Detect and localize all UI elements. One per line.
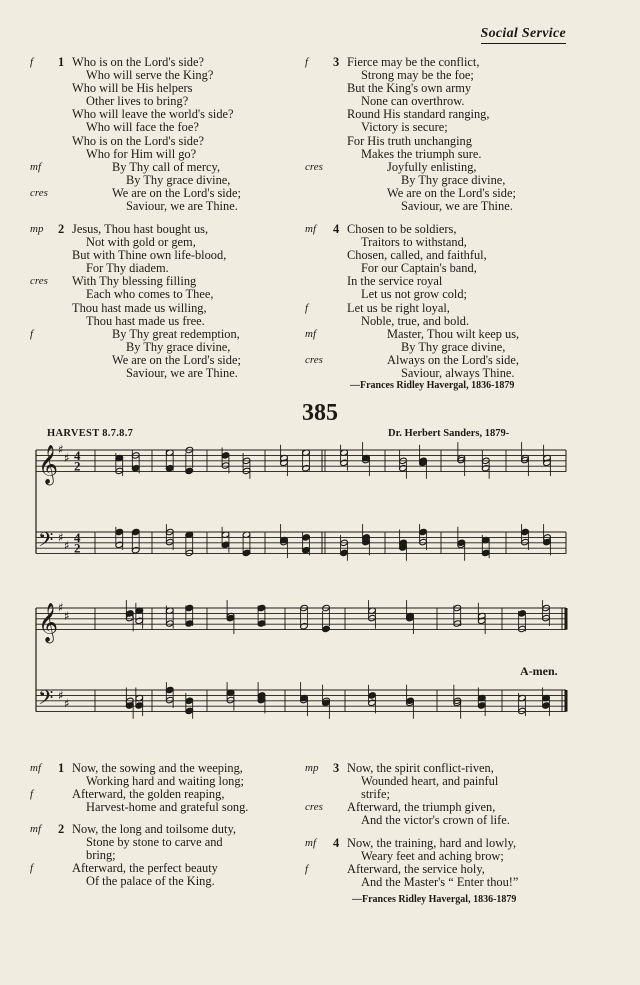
verse-text: strife;: [361, 787, 390, 802]
verse-text: Other lives to bring?: [86, 94, 189, 109]
verse-text: Each who comes to Thee,: [86, 287, 214, 302]
verse-number: 4: [333, 222, 340, 236]
verse-text: Jesus, Thou hast bought us,: [72, 222, 209, 236]
verse-text: Who will be His helpers: [72, 81, 193, 96]
verse-text: Wounded heart, and painful: [361, 774, 499, 789]
verse-text: Now, the long and toilsome duty,: [72, 822, 236, 836]
sharp-sign: ♯: [64, 609, 70, 624]
verse-text: Thou hast made us willing,: [72, 300, 207, 315]
verse-text: Victory is secure;: [361, 120, 448, 135]
verse-number: 1: [58, 761, 65, 775]
verse-line: [305, 876, 605, 889]
dynamic-marking: cres: [30, 275, 48, 288]
verse-text: Traitors to withstand,: [361, 235, 467, 250]
hymn-384-verse-4: [305, 223, 605, 380]
dynamic-marking: cres: [30, 186, 48, 199]
verse-number: 2: [58, 222, 65, 236]
verse-text: Thou hast made us free.: [86, 313, 205, 328]
bass-clef-icon: 𝄢: [38, 686, 54, 715]
verse-text: Afterward, the service holy,: [347, 862, 485, 877]
verse-text: For His truth unchanging: [347, 133, 472, 148]
dynamic-marking: mf: [30, 823, 41, 835]
verse-line: [305, 121, 605, 134]
verse-text: Joyfully enlisting,: [387, 159, 477, 174]
verse-text: We are on the Lord's side;: [112, 352, 241, 367]
verse-text: By Thy grace divine,: [401, 339, 506, 354]
verse-text: And the victor's crown of life.: [361, 813, 510, 828]
amen-text: A-men.: [520, 664, 558, 678]
sharp-sign: ♯: [58, 600, 64, 615]
dynamic-marking: mp: [30, 223, 44, 235]
verse-line: [305, 315, 605, 328]
hymn-384-attribution: —Frances Ridley Havergal, 1836-1879: [350, 380, 515, 391]
dynamic-marking: mp: [305, 762, 319, 774]
verse-line: [30, 341, 300, 354]
dynamic-marking: f: [30, 788, 34, 801]
dynamic-marking: f: [305, 301, 309, 314]
verse-text: Stone by stone to carve and: [86, 835, 223, 850]
verse-text: Weary feet and aching brow;: [361, 849, 504, 864]
verse-text: bring;: [86, 848, 116, 863]
sharp-sign: ♯: [64, 451, 70, 466]
time-signature: 4: [74, 529, 81, 545]
verse-text: Harvest-home and grateful song.: [86, 800, 249, 815]
dynamic-marking: cres: [305, 160, 323, 173]
time-signature: 4: [74, 447, 81, 463]
hymn-385-attribution: —Frances Ridley Havergal, 1836-1879: [352, 894, 517, 905]
verse-number: 1: [58, 55, 65, 69]
dynamic-marking: mf: [305, 327, 316, 340]
verse-line: [30, 161, 300, 174]
verse-line: [30, 148, 300, 161]
hymn-384-verse-2: [30, 223, 300, 380]
verse-text: Who is on the Lord's side?: [72, 133, 204, 148]
verse-text: But with Thine own life-blood,: [72, 248, 227, 263]
verse-text: By Thy grace divine,: [401, 172, 506, 187]
verse-text: Saviour, we are Thine.: [401, 199, 513, 214]
time-signature: 2: [74, 458, 81, 474]
verse-line: [30, 288, 300, 301]
verse-text: For Thy diadem.: [86, 261, 169, 276]
verse-line: [30, 328, 300, 341]
dynamic-marking: mf: [305, 223, 316, 235]
page-header: Social Service: [481, 26, 566, 44]
verse-text: Always on the Lord's side,: [387, 352, 519, 367]
verse-line: [305, 341, 605, 354]
verse-text: For our Captain's band,: [361, 261, 477, 276]
verse-line: [305, 148, 605, 161]
verse-number: 4: [333, 836, 340, 850]
dynamic-marking: f: [30, 56, 34, 68]
treble-clef-icon: 𝄞: [38, 602, 59, 643]
dynamic-marking: f: [30, 862, 34, 875]
verse-text: We are on the Lord's side;: [112, 185, 241, 200]
verse-line: [305, 161, 605, 174]
dynamic-marking: mf: [305, 837, 316, 849]
hymn-385-verse-4: [305, 837, 605, 889]
verse-text: Afterward, the perfect beauty: [72, 861, 218, 876]
verse-text: Let us be right loyal,: [347, 300, 450, 315]
verse-line: [305, 302, 605, 315]
verse-text: Saviour, we are Thine.: [126, 199, 238, 214]
hymn-number: 385: [302, 400, 338, 426]
dynamic-marking: f: [305, 56, 309, 68]
treble-clef-icon: 𝄞: [38, 444, 59, 485]
verse-text: Chosen to be soldiers,: [347, 222, 457, 236]
verse-line: [30, 302, 300, 315]
verse-text: None can overthrow.: [361, 94, 465, 109]
verse-text: By Thy call of mercy,: [112, 159, 221, 174]
verse-text: Now, the spirit conflict-riven,: [347, 761, 494, 775]
verse-number: 3: [333, 761, 340, 775]
verse-text: Working hard and waiting long;: [86, 774, 244, 789]
sharp-sign: ♯: [64, 538, 70, 553]
verse-text: Who for Him will go?: [86, 146, 197, 161]
sharp-sign: ♯: [58, 530, 64, 545]
sharp-sign: ♯: [58, 442, 64, 457]
sharp-sign: ♯: [64, 696, 70, 711]
verse-number: 3: [333, 55, 340, 69]
verse-line: [30, 875, 310, 888]
verse-text: Saviour, always Thine.: [401, 366, 515, 381]
verse-text: Let us not grow cold;: [361, 287, 467, 302]
verse-line: [30, 836, 310, 849]
verse-text: By Thy great redemption,: [112, 326, 240, 341]
verse-number: 2: [58, 822, 65, 836]
hymn-384-verse-1: [30, 56, 300, 213]
dynamic-marking: mf: [30, 160, 41, 173]
verse-text: With Thy blessing filling: [72, 274, 197, 289]
verse-line: [305, 108, 605, 121]
verse-text: Now, the training, hard and lowly,: [347, 836, 517, 850]
verse-text: Fierce may be the conflict,: [347, 55, 480, 69]
verse-text: Afterward, the triumph given,: [347, 800, 496, 815]
verse-text: Makes the triumph sure.: [361, 146, 482, 161]
verse-text: Noble, true, and bold.: [361, 313, 470, 328]
music-score: [0, 436, 640, 756]
verse-text: Who will serve the King?: [86, 68, 214, 83]
verse-text: Who will face the foe?: [86, 120, 199, 135]
verse-text: In the service royal: [347, 274, 443, 289]
verse-line: [305, 200, 605, 213]
dynamic-marking: f: [30, 327, 34, 340]
hymn-384-verse-3: [305, 56, 605, 213]
verse-text: We are on the Lord's side;: [387, 185, 516, 200]
verse-text: Master, Thou wilt keep us,: [387, 326, 520, 341]
verse-text: But the King's own army: [347, 81, 472, 96]
verse-text: Saviour, we are Thine.: [126, 366, 238, 381]
verse-text: Afterward, the golden reaping,: [72, 787, 225, 802]
verse-text: Round His standard ranging,: [347, 107, 490, 122]
verse-text: And the Master's “ Enter thou!”: [361, 875, 519, 890]
bass-clef-icon: 𝄢: [38, 528, 54, 557]
verse-line: [30, 801, 310, 814]
verse-text: Chosen, called, and faithful,: [347, 248, 487, 263]
verse-line: [30, 315, 300, 328]
verse-line: [305, 328, 605, 341]
verse-text: Strong may be the foe;: [361, 68, 474, 83]
verse-line: [30, 367, 300, 380]
verse-line: [305, 135, 605, 148]
verse-text: Who is on the Lord's side?: [72, 55, 204, 69]
dynamic-marking: mf: [30, 762, 41, 774]
verse-text: By Thy grace divine,: [126, 339, 231, 354]
dynamic-marking: cres: [305, 353, 323, 366]
verse-text: Not with gold or gem,: [86, 235, 196, 250]
verse-line: [30, 121, 300, 134]
verse-line: [30, 174, 300, 187]
verse-text: Of the palace of the King.: [86, 874, 215, 889]
dynamic-marking: cres: [305, 801, 323, 814]
hymn-385-verse-3: [305, 762, 605, 827]
verse-line: [305, 775, 605, 788]
verse-line: [305, 814, 605, 827]
hymn-385-verse-1: [30, 762, 310, 814]
verse-text: Who will leave the world's side?: [72, 107, 234, 122]
verse-line: [305, 288, 605, 301]
tune-name: HARVEST 8.7.8.7: [47, 428, 134, 439]
verse-line: [305, 174, 605, 187]
composer: Dr. Herbert Sanders, 1879-: [388, 428, 510, 439]
hymn-385-verse-2: [30, 823, 310, 888]
dynamic-marking: f: [305, 863, 309, 876]
verse-line: [30, 135, 300, 148]
time-signature: 2: [74, 540, 81, 556]
verse-line: [305, 367, 605, 380]
verse-text: By Thy grace divine,: [126, 172, 231, 187]
verse-text: Now, the sowing and the weeping,: [72, 761, 243, 775]
verse-line: [30, 200, 300, 213]
sharp-sign: ♯: [58, 688, 64, 703]
